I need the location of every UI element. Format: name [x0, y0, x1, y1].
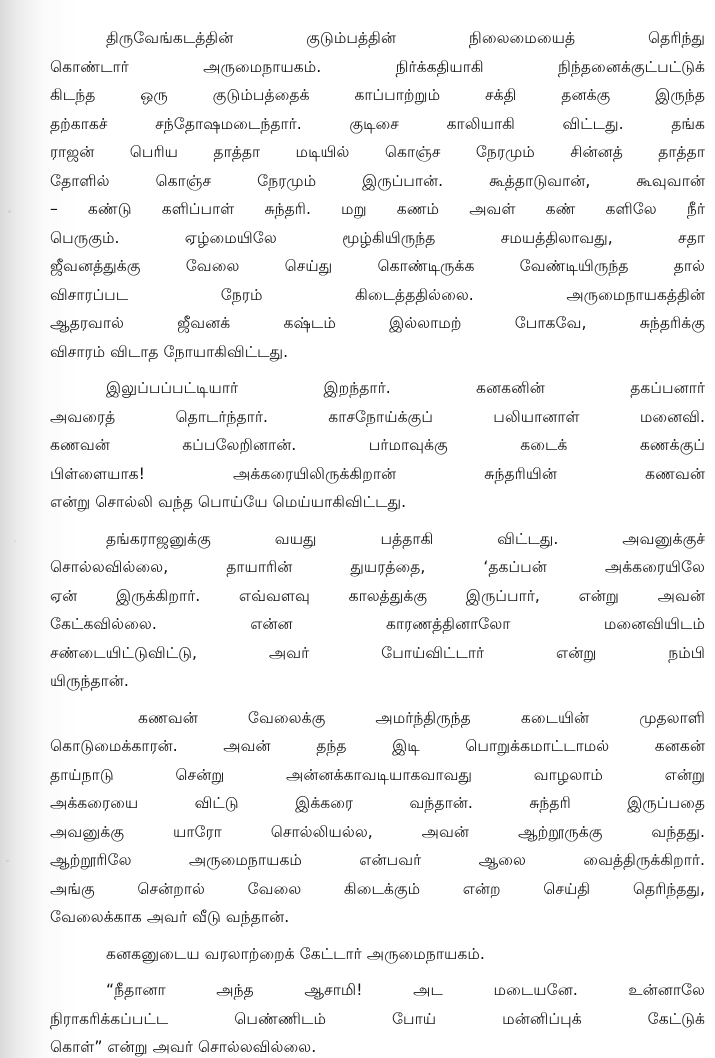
text-line: யிருந்தான்.: [50, 672, 129, 690]
text-line: திருவேங்கடத்தின் குடும்பத்தின் நிலைமையைத் தெரிந்து: [106, 29, 705, 47]
paragraph: [50, 525, 705, 696]
text-line: கிடந்த ஒரு குடும்பத்தைக் காப்பாற்றும் சக்தி தனக்கு இருந்த: [50, 86, 705, 104]
text-line: வேலைக்காக அவர் வீடு வந்தான்.: [50, 908, 290, 926]
text-line: தாய்நாடு சென்று அன்னக்காவடியாகவாவது வாழலாம் என்று: [50, 765, 705, 784]
text-line: தற்காகச் சந்தோஷமடைந்தார். குடிசை காலியாகி விட்டது. தங்க: [50, 114, 705, 133]
text-line: கொடுமைக்காரன். அவன் தந்த இடி பொறுக்கமாட்டாமல் கனகன்: [50, 737, 705, 755]
text-line: அவரைத் தொடர்ந்தார். காசநோய்க்குப் பலியானாள் மனைவி.: [50, 407, 705, 426]
text-line: ஆற்றூரிலே அருமைநாயகம் என்பவர் ஆலை வைத்திருக்கிறார்.: [50, 851, 705, 869]
scan-speck: [14, 540, 16, 542]
paragraph: [50, 940, 705, 969]
text-line: ஆதரவால் ஜீவனக் கஷ்டம் இல்லாமற் போகவே, சுந்தரிக்கு: [50, 314, 705, 332]
page-body-text: [50, 24, 705, 1058]
text-line: நிராகரிக்கப்பட்ட பெண்ணிடம் போய் மன்னிப்புக் கேட்டுக்: [50, 1009, 705, 1028]
paragraph: [50, 976, 705, 1058]
scan-speck: [6, 860, 9, 862]
text-line: பிள்ளையாக! அக்கரையிலிருக்கிறான் சுந்தரியின் கணவன்: [50, 464, 705, 483]
text-line: இலுப்பப்பட்டியார் இறந்தார். கனகனின் தகப்பனார்: [106, 379, 705, 397]
text-line: கேட்கவில்லை. என்ன காரணத்தினாலோ மனைவியிடம்: [50, 615, 705, 633]
text-line: தங்கராஜனுக்கு வயது பத்தாகி விட்டது. அவனுக்குச்: [106, 529, 705, 548]
text-line: கனகனுடைய வரலாற்றைக் கேட்டார் அருமைநாயகம்.: [106, 944, 485, 963]
text-line: “நீதானா அந்த ஆசாமி! அட மடையனே. உன்னாலே: [106, 981, 705, 999]
text-line: என்று சொல்லி வந்த பொய்யே மெய்யாகிவிட்டது.: [50, 493, 407, 511]
text-line: தோளில் கொஞ்ச நேரமும் இருப்பான். கூத்தாடுவான், கூவுவான்: [50, 171, 705, 190]
text-line: ஏன் இருக்கிறார். எவ்வளவு காலத்துக்கு இருப்பார், என்று அவன்: [50, 586, 705, 605]
text-line: பெருகும். ஏழ்மையிலே மூழ்கியிருந்த சமயத்திலாவது, சதா: [50, 228, 705, 247]
paragraph: [50, 24, 705, 366]
text-line: சொல்லவில்லை, தாயாரின் துயரத்தை, ‘தகப்பன் அக்கரையிலே: [50, 558, 705, 576]
text-line: ஜீவனத்துக்கு வேலை செய்து கொண்டிருக்க வேண்டியிருந்த தால்: [50, 257, 705, 275]
text-line: சண்டையிட்டுவிட்டு, அவர் போய்விட்டார் என்று நம்பி: [50, 643, 705, 662]
paragraph: [50, 374, 705, 517]
text-line: கொண்டார் அருமைநாயகம். நிர்க்கதியாகி நிந்தனைக்குட்பட்டுக்: [50, 57, 705, 76]
text-line: கணவன் வேலைக்கு அமர்ந்திருந்த கடையின் முதலாளி: [138, 708, 705, 727]
text-line: அக்கரையை விட்டு இக்கரை வந்தான். சுந்தரி இருப்பதை: [50, 794, 705, 812]
text-line: கொள்” என்று அவர் சொல்லவில்லை.: [50, 1038, 317, 1056]
text-line: அவனுக்கு யாரோ சொல்லியல்ல, அவன் ஆற்றூருக்கு வந்தது.: [50, 822, 705, 841]
scan-speck: [8, 210, 11, 213]
text-line: அங்கு சென்றால் வேலை கிடைக்கும் என்ற செய்தி தெரிந்தது,: [50, 879, 705, 898]
text-line: – கண்டு களிப்பாள் சுந்தரி. மறு கணம் அவள் கண் களிலே நீர்: [50, 200, 705, 218]
text-line: விசாரம் விடாத நோயாகிவிட்டது.: [50, 342, 289, 361]
paragraph: [50, 704, 705, 932]
text-line: கணவன் கப்பலேறினான். பர்மாவுக்கு கடைக் கணக்குப்: [50, 436, 705, 454]
text-line: ராஜன் பெரிய தாத்தா மடியில் கொஞ்ச நேரமும் சின்னத் தாத்தா: [50, 143, 705, 161]
text-line: விசாரப்பட நேரம் கிடைத்ததில்லை. அருமைநாயகத்தின்: [50, 285, 705, 304]
